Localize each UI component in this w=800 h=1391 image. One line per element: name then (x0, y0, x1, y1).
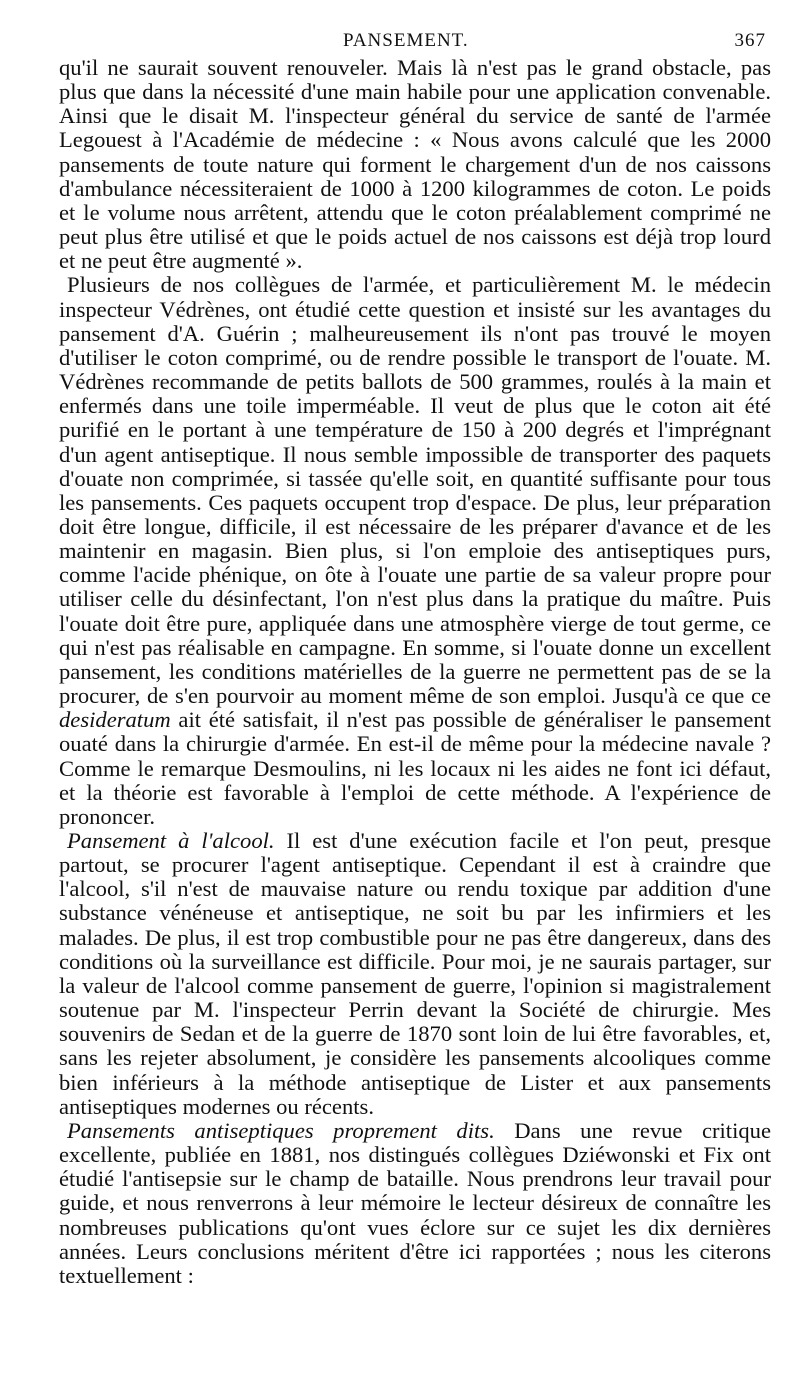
paragraph-text: ait été satisfait, il n'est pas possible de généraliser le pansement ouaté dans la chirurgie d'armée. En est-il de même pour la médecine navale ? Comme le remarque Desmoulins, ni les locaux ni les aides ne font ici défaut, et la théorie est favorable à l'emploi de cette méthode. A l'expérience de prononcer. (59, 707, 771, 829)
paragraph-text: Il est d'une exécution facile et l'on peut, presque partout, se procurer l'agent antiseptique. Cependant il est à craindre que l'alcool, s'il n'est de mauvaise nature ou rendu toxique par addition d'une substance vénéneuse et antiseptique, ne soit bu par les infirmiers et les malades. De plus, il est trop combustible pour ne pas être dangereux, dans des conditions où la surveillance est difficile. Pour moi, je ne saurais partager, sur la valeur de l'alcool comme pansement de guerre, l'opinion si magistralement soutenue par M. l'inspecteur Perrin devant la Société de chirurgie. Mes souvenirs de Sedan et de la guerre de 1870 sont loin de lui être favorables, et, sans les rejeter absolument, je considère les pansements alcooliques comme bien inférieurs à la méthode antiseptique de Lister et aux pansements antiseptiques modernes ou récents. (59, 828, 771, 1119)
paragraph-4 (59, 1119, 771, 1288)
italic-term: desideratum (59, 707, 171, 733)
paragraph-text: Plusieurs de nos collègues de l'armée, et particulièrement M. le médecin inspecteur Védrènes, ont étudié cette question et insisté sur les avantages du pansement d'A. Guérin ; malheureusement ils n'ont pas trouvé le moyen d'utiliser le coton comprimé, ou de rendre possible le transport de l'ouate. M. Védrènes recommande de petits ballots de 500 grammes, roulés à la main et enfermés dans une toile imperméable. Il veut de plus que le coton ait été purifié en le portant à une température de 150 à 200 degrés et l'imprégnant d'un agent antiseptique. Il nous semble impossible de transporter des paquets d'ouate non comprimée, si tassée qu'elle soit, en quantité suffisante pour tous les pansements. Ces paquets occupent trop d'espace. De plus, leur préparation doit être longue, difficile, il est nécessaire de les préparer d'avance et de les maintenir en magasin. Bien plus, si l'on emploie des antiseptiques purs, comme l'acide phénique, on ôte à l'ouate une partie de sa valeur propre pour utiliser celle du désinfectant, l'on n'est plus dans la pratique du maître. Puis l'ouate doit être pure, appliquée dans une atmosphère vierge de tout germe, ce qui n'est pas réalisable en campagne. En somme, si l'ouate donne un excellent pansement, les conditions matérielles de la guerre ne permettent pas de se la procurer, de s'en pourvoir au moment même de son emploi. Jusqu'à ce que ce (59, 272, 771, 709)
body-text (59, 56, 771, 1288)
paragraph-2 (59, 273, 771, 829)
running-title: PANSEMENT. (343, 30, 469, 51)
running-header (59, 26, 771, 56)
paragraph-3 (59, 829, 771, 1119)
page-number: 367 (734, 30, 766, 51)
paragraph-text: Dans une revue critique excellente, publiée en 1881, nos distingués collègues Dziéwonski et Fix ont étudié l'antisepsie sur le champ de bataille. Nous prendrons leur travail pour guide, et nous renverrons à leur mémoire le lecteur désireux de connaître les nombreuses publications qu'ont vues éclore sur ce sujet les dix dernières années. Leurs conclusions méritent d'être ici rapportées ; nous les citerons textuellement : (59, 1117, 771, 1288)
paragraph-text: qu'il ne saurait souvent renouveler. Mais là n'est pas le grand obstacle, pas plus que dans la nécessité d'une main habile pour une application convenable. Ainsi que le disait M. l'inspecteur général du service de santé de l'armée Legouest à l'Académie de médecine : « Nous avons calculé que les 2000 pansements de toute nature qui forment le chargement d'un de nos caissons d'ambulance nécessiteraient de 1000 à 1200 kilogrammes de coton. Le poids et le volume nous arrêtent, attendu que le coton préalablement comprimé ne peut plus être utilisé et que le poids actuel de nos caissons est déjà trop lourd et ne peut être augmenté ». (59, 55, 771, 274)
section-heading-italic: Pansements antiseptiques proprement dits. (67, 1117, 495, 1143)
section-heading-italic: Pansement à l'alcool. (67, 828, 275, 853)
paragraph-1 (59, 56, 771, 273)
book-page (59, 26, 771, 1288)
